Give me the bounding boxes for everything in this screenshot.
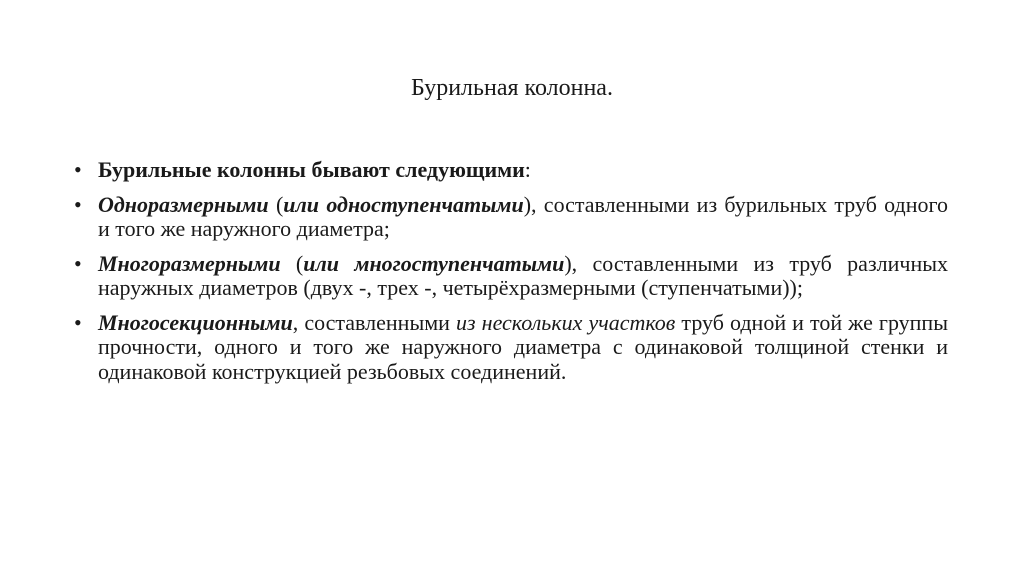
paren-open-text: ( — [268, 191, 284, 217]
bullet-item — [74, 193, 948, 242]
term-text: Одноразмерными — [98, 191, 269, 217]
italic-phrase-text: из нескольких участков — [456, 309, 676, 335]
description-text: труб одной и той же группы прочности, одного и того же наружного диаметра с одинаковой толщиной стенки и одинаковой конструкцией резьбовых соединений. — [98, 309, 948, 384]
term-text: Многоразмерными — [98, 250, 281, 276]
bullet-item — [74, 158, 948, 183]
bullet-item — [74, 311, 948, 385]
bullet-dot-icon: • — [74, 309, 82, 335]
description-text: ), составленными из бурильных труб одного и того же наружного диаметра; — [98, 191, 948, 241]
paren-open-text: ( — [280, 250, 304, 276]
alt-term-text: или многоступенчатыми — [303, 250, 565, 276]
term-text: Многосекционными — [98, 309, 293, 335]
slide-title: Бурильная колонна. — [411, 75, 613, 101]
bullet-lead-text: Бурильные колонны бывают следующими — [98, 157, 525, 182]
bullet-item — [74, 252, 948, 301]
bullet-dot-icon: • — [74, 250, 82, 276]
bullet-list — [74, 158, 948, 394]
bullet-dot-icon: • — [74, 157, 82, 182]
description-text: ), составленными из труб различных наружных диаметров (двух -, трех -, четырёхразмерными (ступенчатыми)); — [98, 250, 949, 300]
alt-term-text: или одноступенчатыми — [283, 191, 524, 217]
bullet-colon: : — [524, 157, 531, 182]
connector-text: , составленными — [292, 309, 456, 335]
bullet-dot-icon: • — [74, 191, 82, 217]
